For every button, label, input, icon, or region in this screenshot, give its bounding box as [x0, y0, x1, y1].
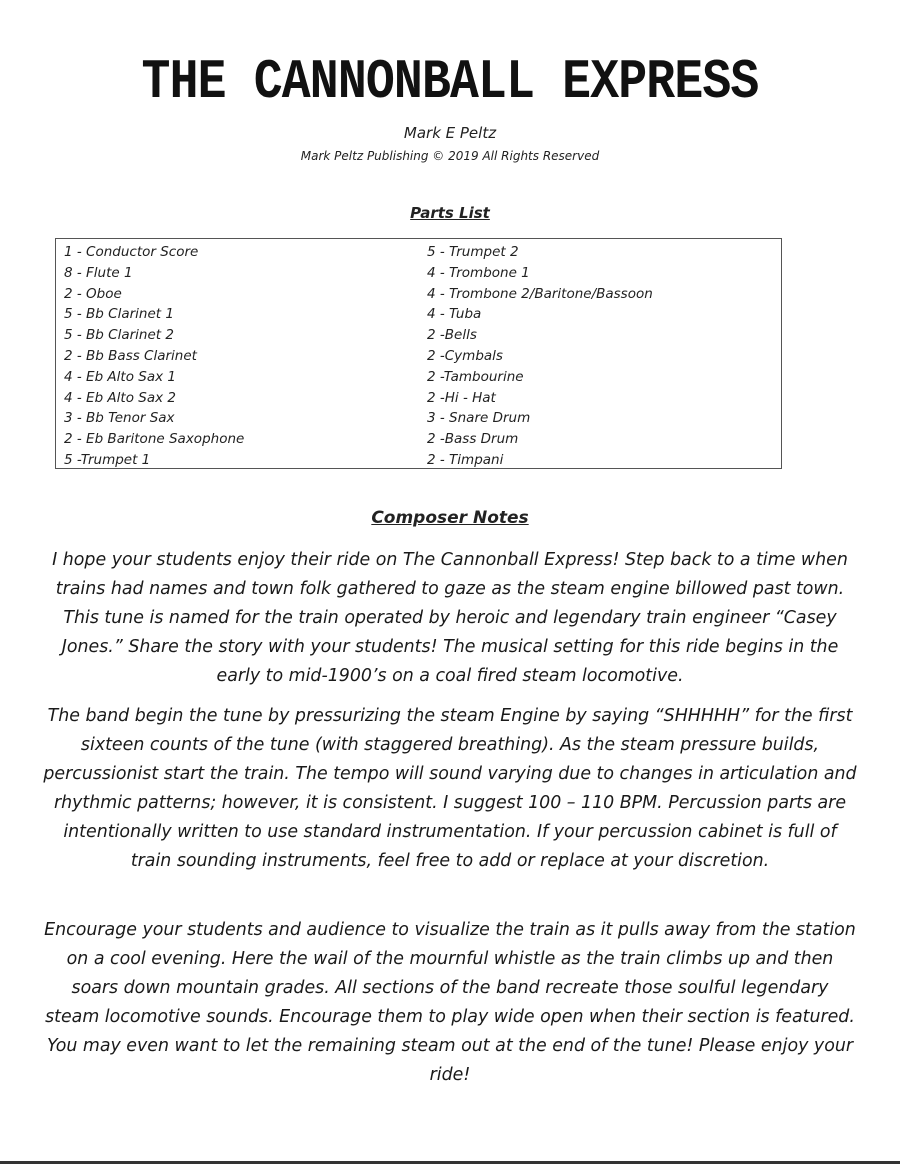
parts-list-left-column: [64, 242, 244, 471]
part-item: 2 - Eb Baritone Saxophone: [64, 431, 245, 448]
part-item: 8 - Flute 1: [64, 264, 133, 281]
part-item: 4 - Eb Alto Sax 1: [64, 368, 176, 385]
part-item: 2 -Hi - Hat: [427, 389, 496, 406]
part-item: 1 - Conductor Score: [64, 244, 199, 260]
parts-list-heading: Parts List: [410, 204, 490, 222]
part-item: 2 -Bells: [427, 327, 477, 344]
composer-notes-paragraph: Encourage your students and audience to visualize the train as it pulls away from the station on a cool evening. Here the wail of the mournful whistle as the train climbs up and then soars down mountain grades. All sections of the band recreate those soulful legendary steam locomotive sounds. Encourage them to play wide open when their section is featured. You may even want to let the remaining steam out at the end of the tune! Please enjoy your ride!: [44, 920, 856, 1085]
parts-list-box: [55, 238, 782, 469]
part-item: 5 -Trumpet 1: [64, 451, 151, 468]
part-item: 2 -Cymbals: [427, 347, 503, 364]
part-item: 2 - Oboe: [64, 285, 122, 302]
part-item: 4 - Trombone 1: [427, 264, 530, 281]
part-item: 5 - Bb Clarinet 2: [64, 327, 174, 344]
parts-list-right-column: [427, 242, 653, 471]
page-title: THE CANNONBALL EXPRESS: [141, 50, 759, 114]
composer-notes-heading: Composer Notes: [371, 508, 529, 528]
copyright-notice: Mark Peltz Publishing © 2019 All Rights Reserved: [300, 149, 600, 163]
part-item: 2 - Timpani: [427, 451, 504, 468]
part-item: 2 -Tambourine: [427, 368, 524, 385]
part-item: 4 - Eb Alto Sax 2: [64, 389, 176, 406]
part-item: 3 - Snare Drum: [427, 410, 531, 427]
part-item: 5 - Bb Clarinet 1: [64, 306, 174, 323]
part-item: 3 - Bb Tenor Sax: [64, 410, 175, 427]
part-item: 4 - Trombone 2/Baritone/Bassoon: [427, 285, 653, 302]
composer-notes-paragraph: I hope your students enjoy their ride on The Cannonball Express! Step back to a time when trains had names and town folk gathered to gaze as the steam engine billowed past town. This tune is named for the train operated by heroic and legendary train engineer “Casey Jones.” Share the story with your students! The musical setting for this ride begins in the early to mid-1900’s on a coal fired steam locomotive.: [52, 550, 848, 686]
part-item: 2 -Bass Drum: [427, 431, 519, 448]
author-name: Mark E Peltz: [403, 124, 497, 142]
composer-notes-paragraph: The band begin the tune by pressurizing the steam Engine by saying “SHHHHH” for the first sixteen counts of the tune (with staggered breathing). As the steam pressure builds, percussionist start the train. The tempo will sound varying due to changes in articulation and rhythmic patterns; however, it is consistent. I suggest 100 – 110 BPM. Percussion parts are intentionally written to use standard instrumentation. If your percussion cabinet is full of train sounding instruments, feel free to add or replace at your discretion.: [43, 706, 857, 871]
part-item: 4 - Tuba: [427, 306, 482, 323]
part-item: 5 - Trumpet 2: [427, 244, 519, 260]
part-item: 2 - Bb Bass Clarinet: [64, 347, 197, 364]
